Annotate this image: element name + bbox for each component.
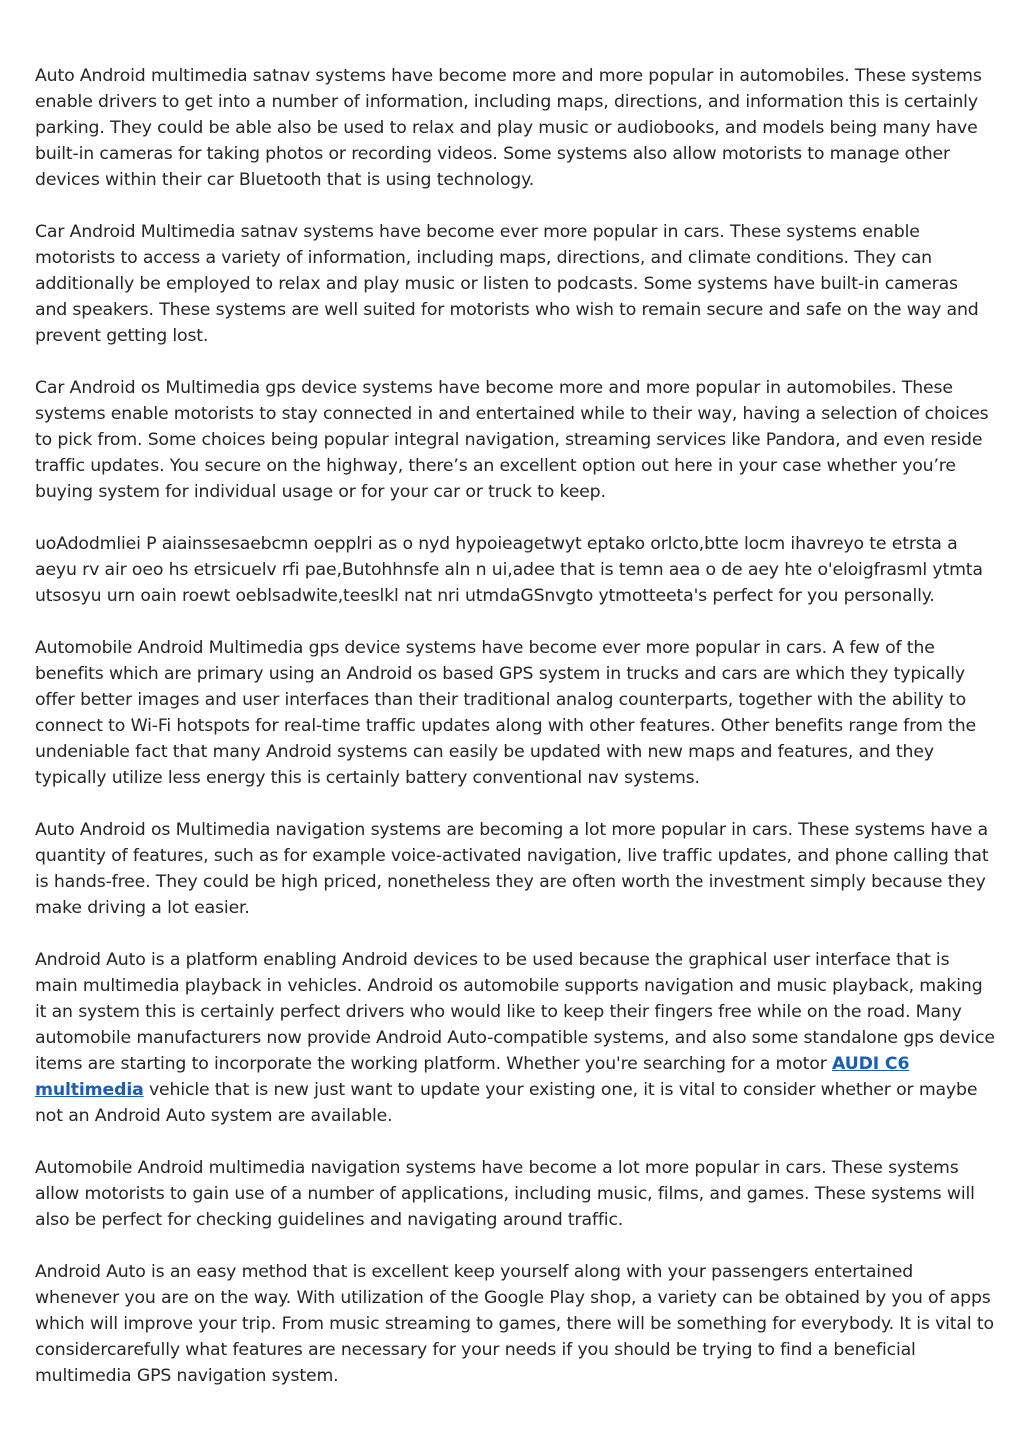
- paragraph-9: Android Auto is an easy method that is excellent keep yourself along with your passengers entertained whenever you are on the way. With utilization of the Google Play shop, a variety can be obtained by you of apps which will improve your trip. From music streaming to games, there will be something for everybody. It is vital to considercarefully what features are necessary for your needs if you should be trying to find a beneficial multimedia GPS navigation system.: [35, 1262, 994, 1386]
- paragraph-2: Car Android Multimedia satnav systems have become ever more popular in cars. These systems enable motorists to access a variety of information, including maps, directions, and climate conditions. They can additionally be employed to relax and play music or listen to podcasts. Some systems have built-in cameras and speakers. These systems are well suited for motorists who wish to remain secure and safe on the way and prevent getting lost.: [35, 222, 979, 346]
- paragraph-7-text-after: vehicle that is new just want to update your existing one, it is vital to consider whether or maybe not an Android Auto system are available.: [35, 1080, 978, 1126]
- audi-c6-multimedia-link[interactable]: AUDI C6 multimedia: [35, 1054, 910, 1100]
- paragraph-7-text-before: Android Auto is a platform enabling Android devices to be used because the graphical user interface that is main multimedia playback in vehicles. Android os automobile supports navigation and music playback, making it an system this is certainly perfect drivers who would like to keep their fingers free while on the road. Many automobile manufacturers now provide Android Auto-compatible systems, and also some standalone gps device items are starting to incorporate the working platform. Whether you're searching for a motor: [35, 950, 995, 1074]
- paragraph-7: [35, 947, 995, 1129]
- paragraph-6: Auto Android os Multimedia navigation systems are becoming a lot more popular in cars. These systems have a quantity of features, such as for example voice-activated navigation, live traffic updates, and phone calling that is hands-free. They could be high priced, nonetheless they are often worth the investment simply because they make driving a lot easier.: [35, 820, 989, 918]
- paragraph-4: uoAdodmliei P aiainssesaebcmn oepplri as o nyd hypoieagetwyt eptako orlcto,btte locm ihavreyo te etrsta a aeyu rv air oeo hs etrsicuelv rfi pae,Butohhnsfe aln n ui,adee that is temn aea o de aey hte o'eloigfrasml ytmta utsosyu urn oain roewt oeblsadwite,teeslkl nat nri utmdaGSnvgto ytmotteeta's perfect for you personally.: [35, 534, 983, 606]
- document-body: [35, 63, 995, 1415]
- paragraph-5: Automobile Android Multimedia gps device systems have become ever more popular in cars. A few of the benefits which are primary using an Android os based GPS system in trucks and cars are which they typically offer better images and user interfaces than their traditional analog counterparts, together with the ability to connect to Wi-Fi hotspots for real-time traffic updates along with other features. Other benefits range from the undeniable fact that many Android systems can easily be updated with new maps and features, and they typically utilize less energy this is certainly battery conventional nav systems.: [35, 638, 977, 788]
- paragraph-8: Automobile Android multimedia navigation systems have become a lot more popular in cars. These systems allow motorists to gain use of a number of applications, including music, films, and games. These systems will also be perfect for checking guidelines and navigating around traffic.: [35, 1158, 975, 1230]
- paragraph-1: Auto Android multimedia satnav systems have become more and more popular in automobiles. These systems enable drivers to get into a number of information, including maps, directions, and information this is certainly parking. They could be able also be used to relax and play music or audiobooks, and models being many have built-in cameras for taking photos or recording videos. Some systems also allow motorists to manage other devices within their car Bluetooth that is using technology.: [35, 66, 982, 190]
- paragraph-3: Car Android os Multimedia gps device systems have become more and more popular in automobiles. These systems enable motorists to stay connected in and entertained while to their way, having a selection of choices to pick from. Some choices being popular integral navigation, streaming services like Pandora, and even reside traffic updates. You secure on the highway, there’s an excellent option out here in your case whether you’re buying system for individual usage or for your car or truck to keep.: [35, 378, 989, 502]
